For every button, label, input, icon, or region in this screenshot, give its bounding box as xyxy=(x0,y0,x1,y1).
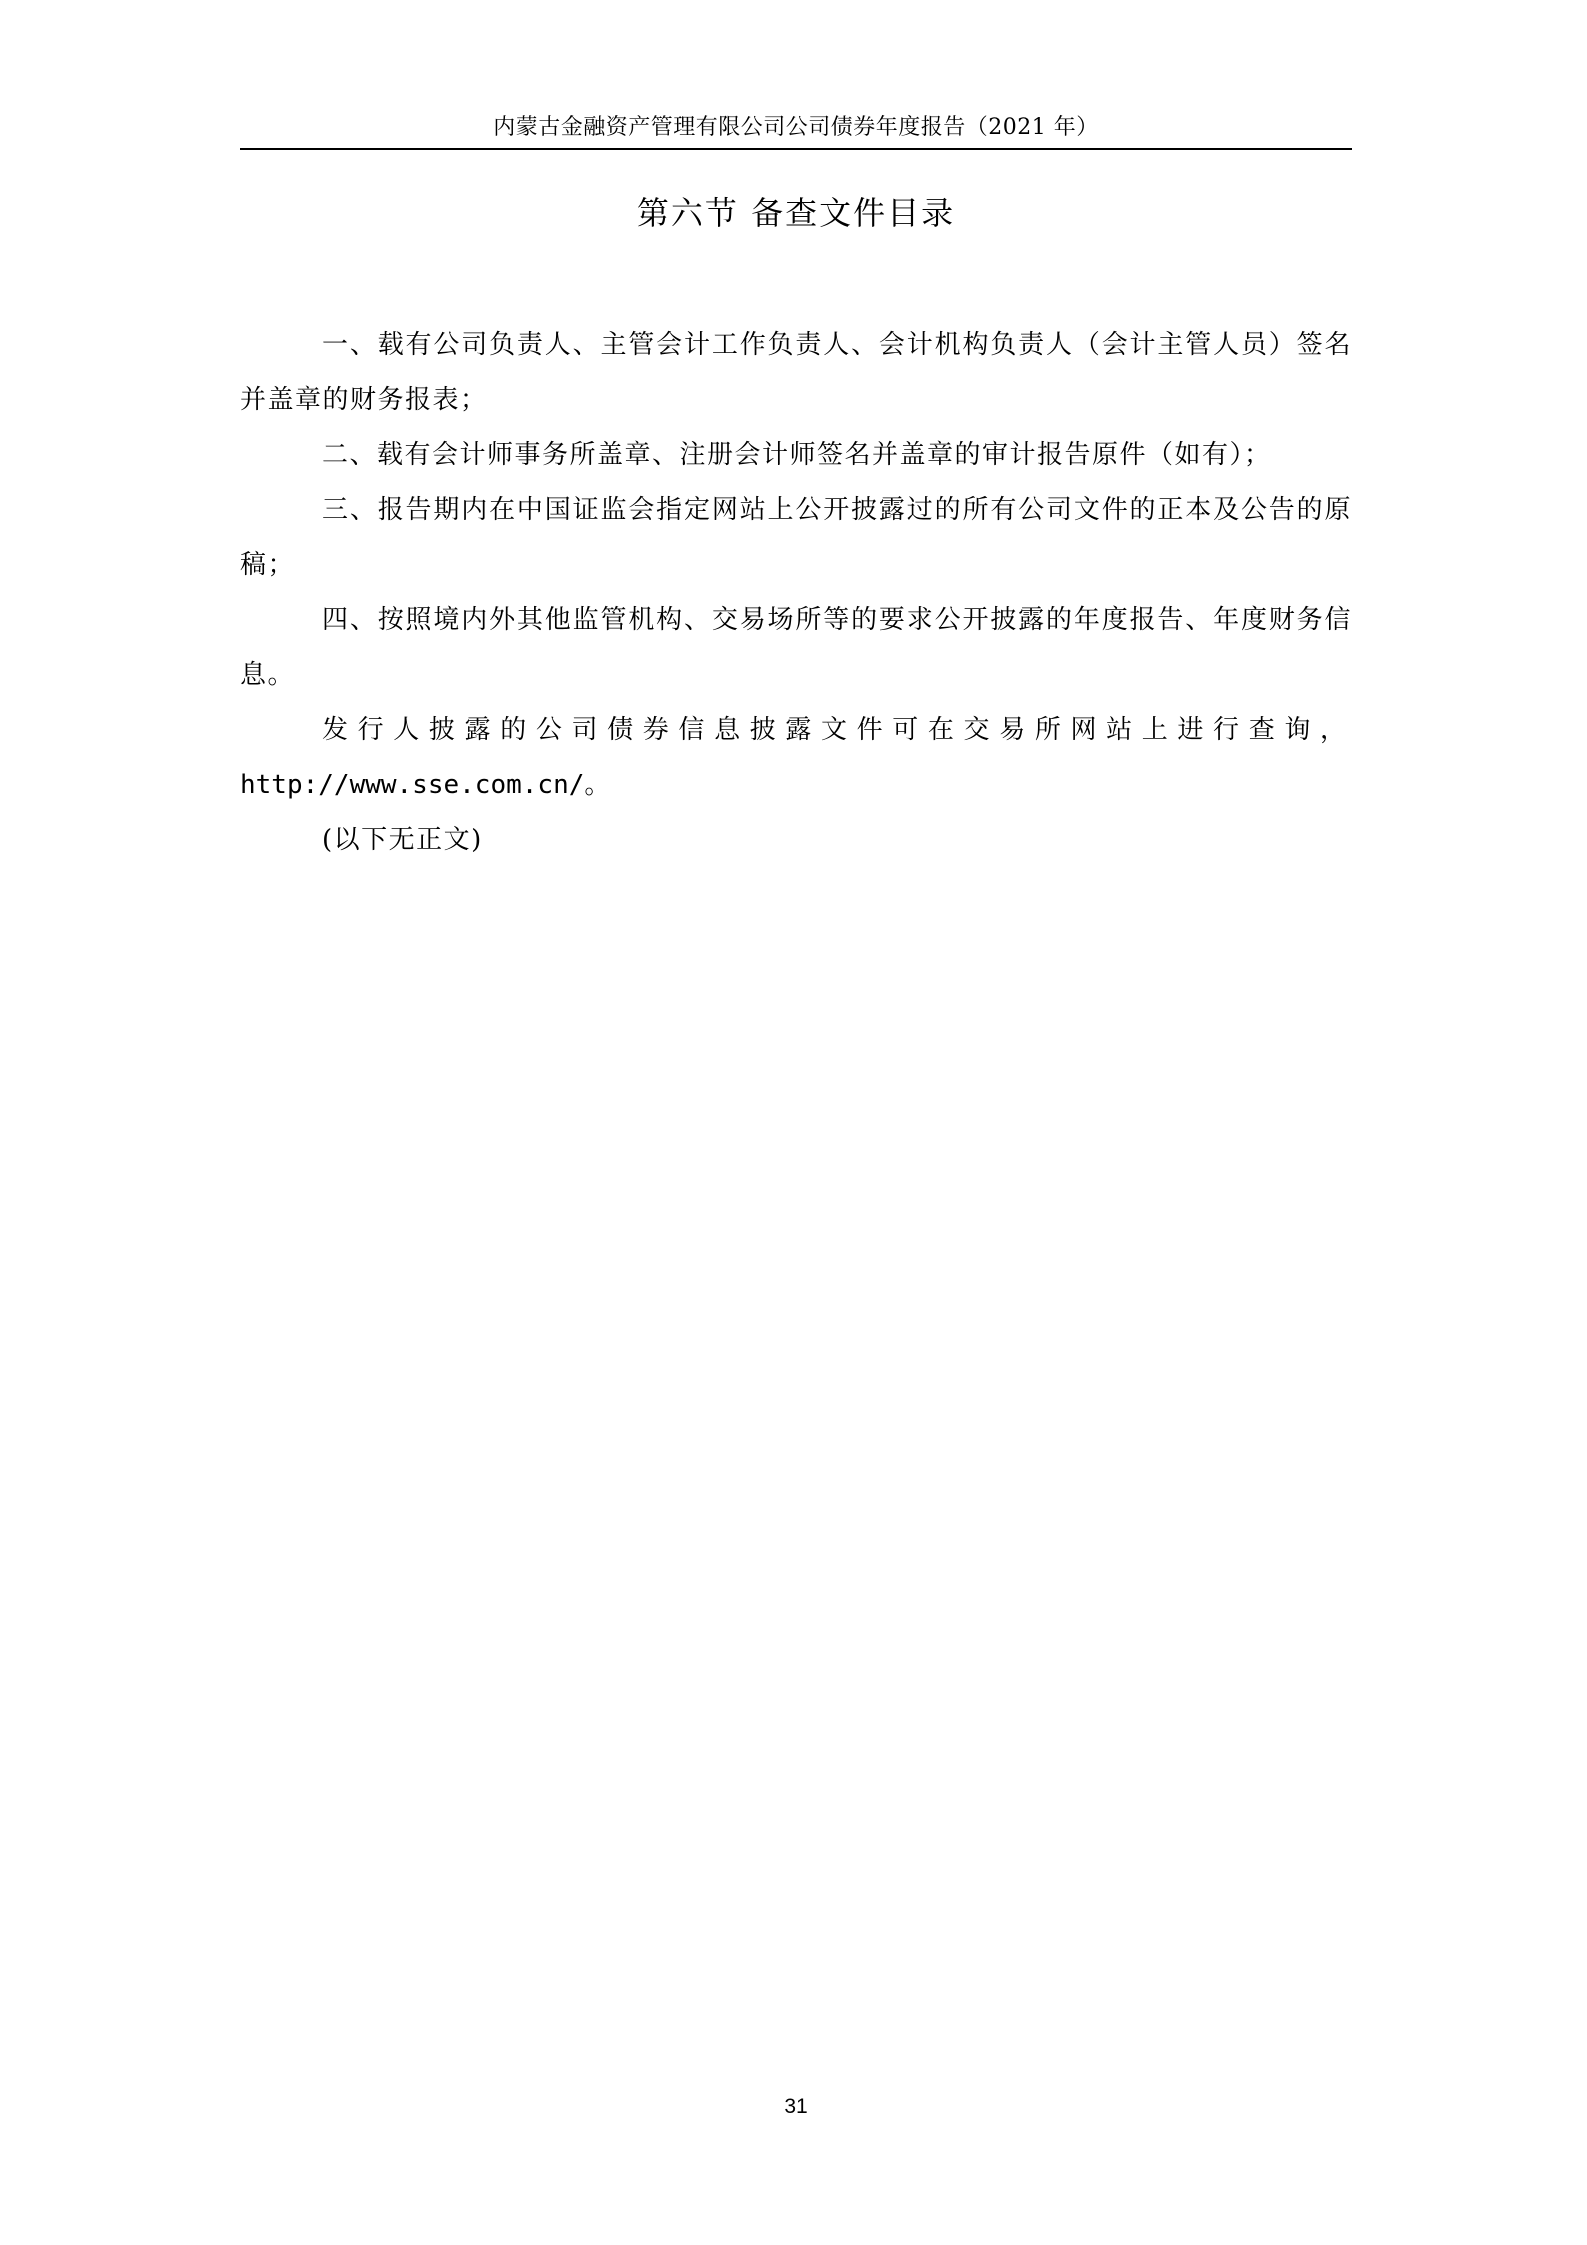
document-body xyxy=(240,318,1352,868)
section-title: 第六节 备查文件目录 xyxy=(636,194,956,232)
paragraph-item-1: 一、载有公司负责人、主管会计工作负责人、会计机构负责人（会计主管人员）签名并盖章的财务报表； xyxy=(240,330,1352,415)
page-header: 内蒙古金融资产管理有限公司公司债券年度报告（2021 年） xyxy=(493,115,1099,140)
disclosure-url: http://www.sse.com.cn/。 xyxy=(240,770,611,800)
paragraph-item-2: 二、载有会计师事务所盖章、注册会计师签名并盖章的审计报告原件（如有）； xyxy=(322,440,1272,470)
page-number: 31 xyxy=(784,2095,808,2118)
disclosure-text: 发行人披露的公司债券信息披露文件可在交易所网站上进行查询， xyxy=(322,715,1352,745)
closing-note: (以下无正文) xyxy=(322,825,483,855)
disclosure-paragraph xyxy=(240,703,1352,813)
paragraph-item-3: 三、报告期内在中国证监会指定网站上公开披露过的所有公司文件的正本及公告的原稿； xyxy=(240,495,1352,580)
paragraph-item-4: 四、按照境内外其他监管机构、交易场所等的要求公开披露的年度报告、年度财务信息。 xyxy=(240,605,1352,690)
header-divider xyxy=(240,148,1352,150)
